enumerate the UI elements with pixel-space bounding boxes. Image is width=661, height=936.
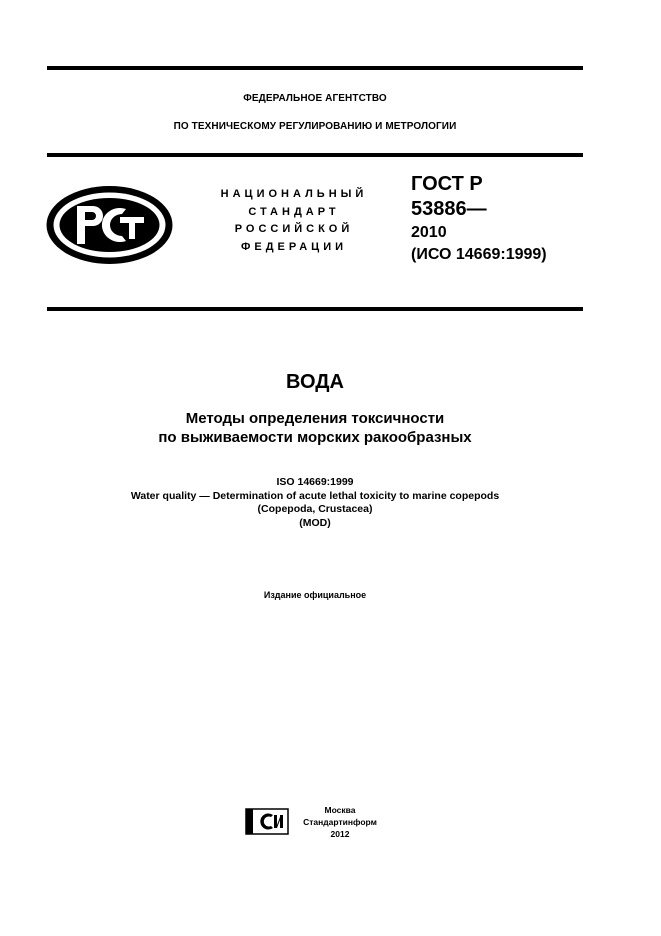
document-title: ВОДА bbox=[286, 371, 344, 393]
publisher-block bbox=[290, 804, 390, 840]
standard-type-line: ФЕДЕРАЦИИ bbox=[240, 240, 348, 253]
standard-type-line: РОССИЙСКОЙ bbox=[234, 223, 354, 235]
publisher-city: Москва bbox=[324, 805, 356, 815]
top-rule bbox=[47, 66, 583, 70]
gost-designation bbox=[411, 174, 547, 263]
agency-line-1: ФЕДЕРАЛЬНОЕ АГЕНТСТВО bbox=[243, 93, 387, 104]
subtitle-line-2: по выживаемости морских ракообразных bbox=[158, 429, 472, 446]
gost-label: ГОСТ Р bbox=[411, 173, 483, 195]
standartinform-logo-icon bbox=[244, 806, 290, 836]
gost-iso-reference: (ИСО 14669:1999) bbox=[411, 246, 547, 263]
gost-number: 53886— bbox=[411, 198, 487, 220]
iso-modification: (MOD) bbox=[299, 516, 331, 529]
iso-code: ISO 14669:1999 bbox=[276, 476, 354, 488]
designation-bottom-rule bbox=[47, 307, 583, 311]
agency-line-2: ПО ТЕХНИЧЕСКОМУ РЕГУЛИРОВАНИЮ И МЕТРОЛОГИИ bbox=[173, 121, 457, 132]
iso-reference-block bbox=[40, 476, 590, 530]
standard-type-line: НАЦИОНАЛЬНЫЙ bbox=[220, 188, 368, 200]
iso-title-line-2: (Copepoda, Crustacea) bbox=[257, 503, 373, 515]
iso-title-line-1: Water quality — Determination of acute lethal toxicity to marine copepods bbox=[130, 489, 500, 502]
standard-type bbox=[196, 186, 392, 256]
subtitle-line-1: Методы определения токсичности bbox=[185, 410, 445, 427]
publisher-name: Стандартинформ bbox=[303, 817, 377, 827]
standard-type-line: СТАНДАРТ bbox=[248, 205, 340, 218]
header-bottom-rule bbox=[47, 153, 583, 157]
edition-label: Издание официальное bbox=[263, 590, 367, 600]
publisher-year: 2012 bbox=[330, 829, 350, 839]
gost-year: 2010 bbox=[411, 224, 447, 241]
document-subtitle bbox=[47, 409, 583, 447]
rst-logo-icon bbox=[44, 184, 175, 266]
